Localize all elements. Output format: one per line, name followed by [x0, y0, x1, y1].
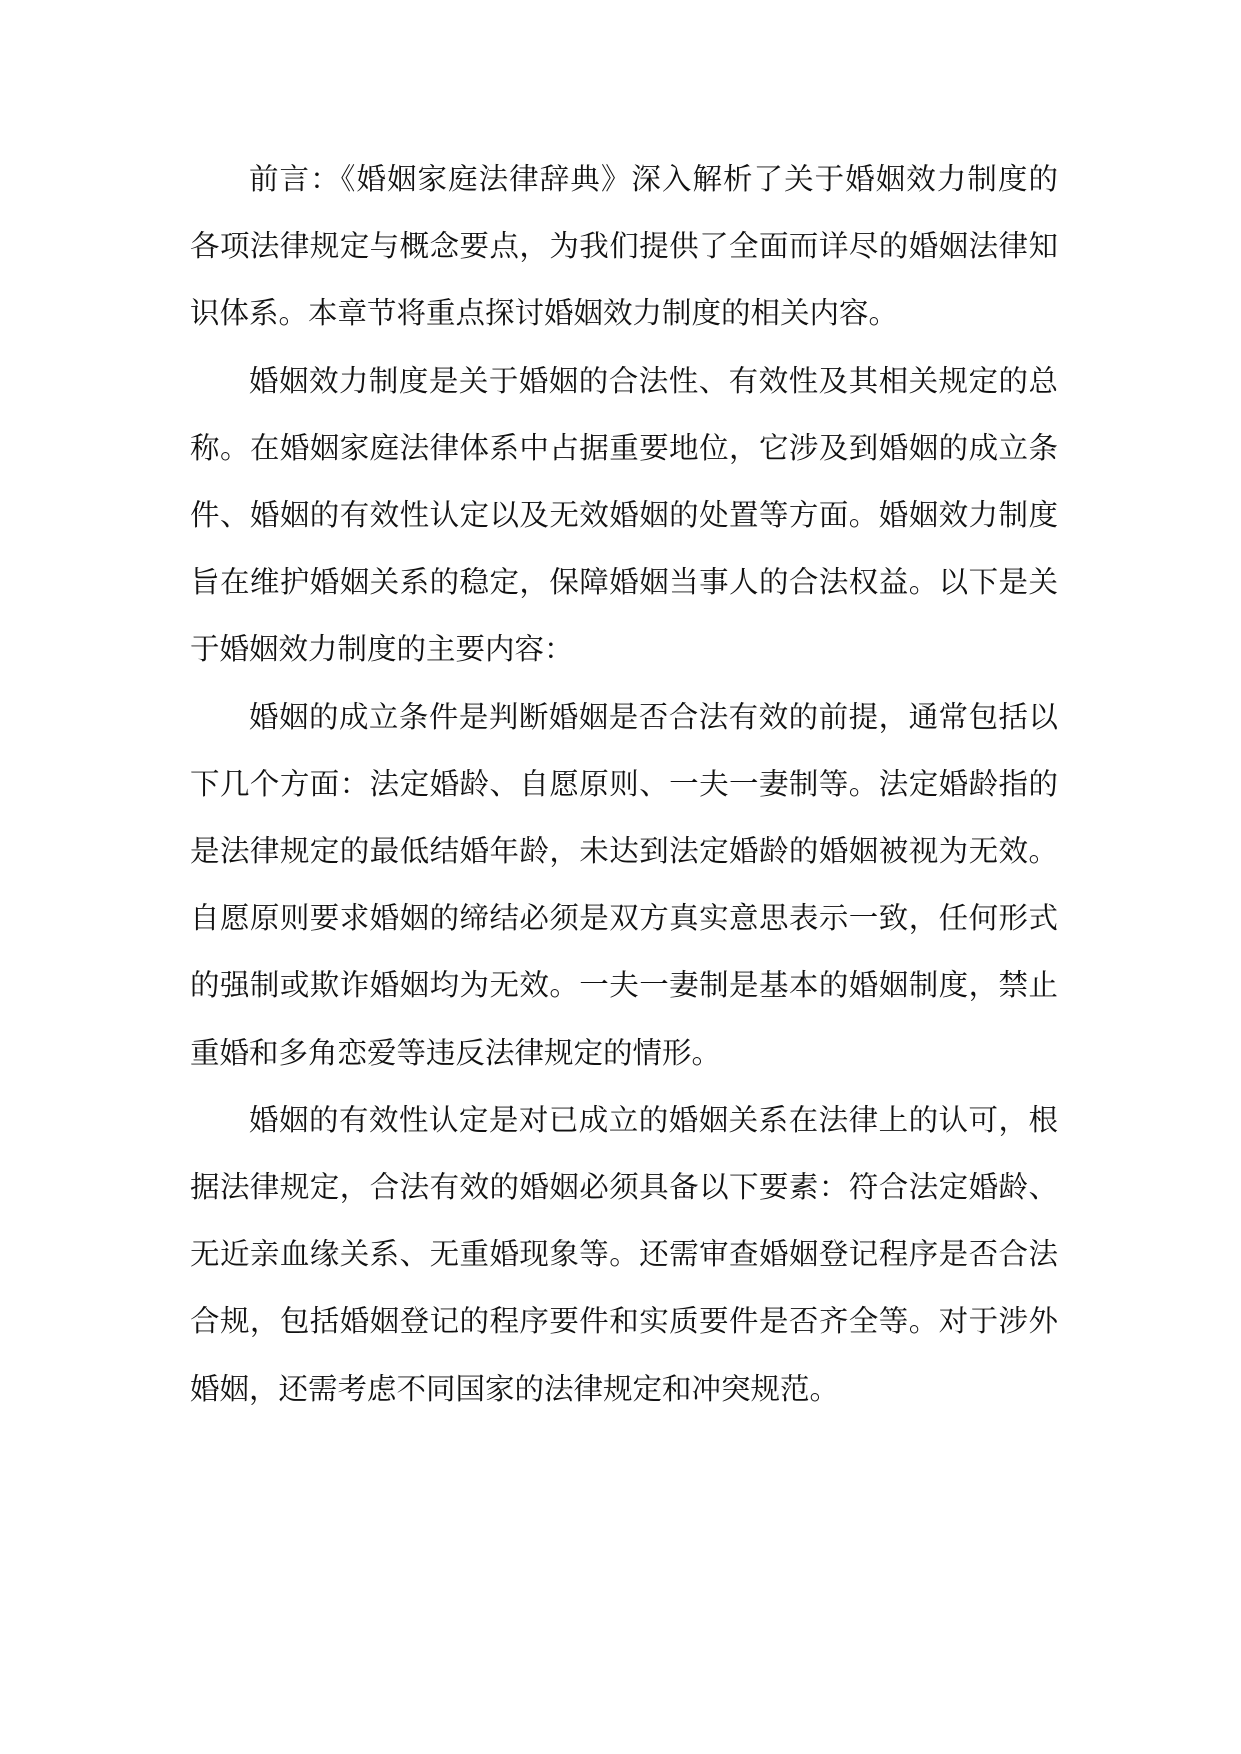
- paragraph-preface: 前言：《婚姻家庭法律辞典》深入解析了关于婚姻效力制度的各项法律规定与概念要点，为我们提供了全面而详尽的婚姻法律知识体系。本章节将重点探讨婚姻效力制度的相关内容。: [190, 162, 1058, 331]
- paragraph-formation-conditions: 婚姻的成立条件是判断婚姻是否合法有效的前提，通常包括以下几个方面：法定婚龄、自愿原则、一夫一妻制等。法定婚龄指的是法律规定的最低结婚年龄，未达到法定婚龄的婚姻被视为无效。自愿原则要求婚姻的缔结必须是双方真实意思表示一致，任何形式的强制或欺诈婚姻均为无效。一夫一妻制是基本的婚姻制度，禁止重婚和多角恋爱等违反法律规定的情形。: [190, 699, 1058, 1070]
- document-body: [190, 146, 1058, 1423]
- paragraph-validity-recognition: 婚姻的有效性认定是对已成立的婚姻关系在法律上的认可，根据法律规定，合法有效的婚姻必须具备以下要素：符合法定婚龄、无近亲血缘关系、无重婚现象等。还需审查婚姻登记程序是否合法合规，包括婚姻登记的程序要件和实质要件是否齐全等。对于涉外婚姻，还需考虑不同国家的法律规定和冲突规范。: [190, 1102, 1058, 1406]
- paragraph-definition: 婚姻效力制度是关于婚姻的合法性、有效性及其相关规定的总称。在婚姻家庭法律体系中占据重要地位，它涉及到婚姻的成立条件、婚姻的有效性认定以及无效婚姻的处置等方面。婚姻效力制度旨在维护婚姻关系的稳定，保障婚姻当事人的合法权益。以下是关于婚姻效力制度的主要内容：: [190, 363, 1058, 667]
